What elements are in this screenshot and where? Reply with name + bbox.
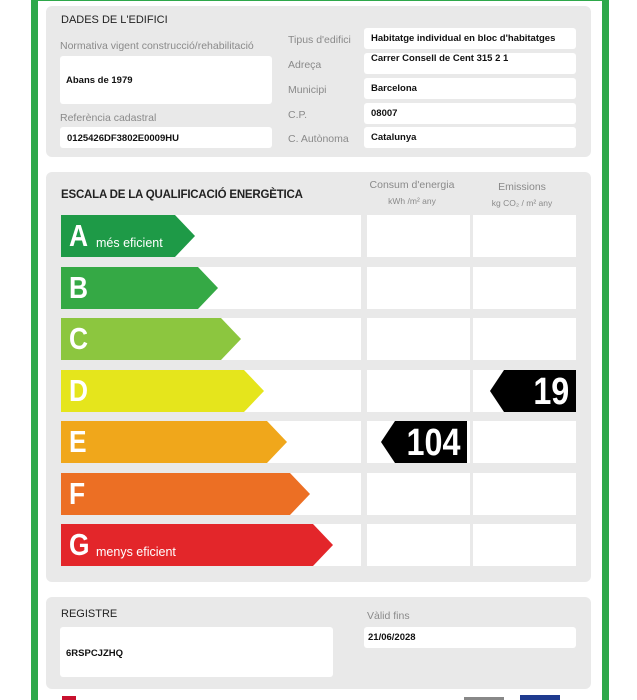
consumption-unit: kWh /m² any — [388, 196, 436, 206]
emissions-cell-b — [473, 267, 576, 309]
energy-class-arrow-shape — [61, 370, 264, 412]
energy-class-g-bar — [61, 524, 333, 566]
emissions-cell-e — [473, 421, 576, 463]
energy-class-letter: C — [69, 321, 89, 356]
emissions-rating-marker — [490, 370, 576, 412]
marker-value: 104 — [406, 422, 460, 464]
energy-class-note: menys eficient — [96, 545, 176, 559]
postal-code-value: 08007 — [371, 108, 398, 119]
autonomous-community-value: Catalunya — [371, 132, 417, 143]
emissions-column-header — [472, 179, 572, 211]
emissions-cell-g — [473, 524, 576, 566]
cadastral-ref-value: 0125426DF3802E0009HU — [67, 133, 179, 144]
valid-until-label: Vàlid fins — [367, 610, 410, 622]
energy-class-b-bar — [61, 267, 218, 309]
consumption-title: Consum d'energia — [369, 179, 455, 191]
emissions-title: Emissions — [498, 181, 546, 193]
energy-class-letter: D — [69, 372, 89, 408]
cadastral-ref-label: Referència cadastral — [60, 112, 157, 124]
energy-scale-title: ESCALA DE LA QUALIFICACIÓ ENERGÈTICA — [61, 189, 303, 201]
normativa-label: Normativa vigent construcció/rehabilitació — [60, 40, 254, 52]
energy-class-letter: E — [69, 424, 87, 459]
registry-number: 6RSPCJZHQ — [66, 648, 124, 659]
consumption-cell-g — [367, 524, 470, 566]
energy-class-letter: A — [69, 218, 89, 253]
normativa-value: Abans de 1979 — [66, 75, 133, 86]
energy-class-f-bar — [61, 473, 310, 515]
energy-class-a-bar — [61, 215, 195, 257]
consumption-column-header — [362, 177, 462, 209]
consumption-cell-a — [367, 215, 470, 257]
eu-flag-logo — [520, 695, 560, 700]
consumption-rating-marker — [381, 421, 467, 463]
energy-class-d-bar — [61, 370, 264, 412]
address-value: Carrer Consell de Cent 315 2 1 — [371, 53, 509, 64]
consumption-cell-d — [367, 370, 470, 412]
valid-until-value: 21/06/2028 — [368, 632, 416, 643]
energy-class-arrow-fill — [61, 421, 287, 463]
building-type-value: Habitatge individual en bloc d'habitatges — [371, 33, 556, 44]
energy-class-arrow-shape — [61, 473, 310, 515]
emissions-unit: kg CO₂ / m² any — [491, 198, 553, 208]
energy-class-c-bar — [61, 318, 241, 360]
municipality-value: Barcelona — [371, 83, 417, 94]
energy-class-letter: G — [69, 527, 90, 562]
consumption-cell-f — [367, 473, 470, 515]
municipality-label: Municipi — [288, 84, 327, 96]
energy-class-letter: F — [69, 475, 86, 511]
autonomous-community-label: C. Autònoma — [288, 133, 349, 145]
energy-class-letter: B — [69, 269, 89, 305]
energy-class-arrow-fill — [61, 473, 310, 515]
consumption-cell-b — [367, 267, 470, 309]
catalan-government-logo — [62, 696, 76, 700]
marker-value: 19 — [533, 370, 569, 413]
energy-class-arrow-fill — [61, 370, 264, 412]
footer-logos-strip — [0, 692, 637, 700]
emissions-cell-c — [473, 318, 576, 360]
energy-class-note: més eficient — [96, 236, 163, 250]
emissions-cell-f — [473, 473, 576, 515]
consumption-cell-c — [367, 318, 470, 360]
address-label: Adreça — [288, 59, 322, 71]
registry-title: REGISTRE — [61, 608, 118, 620]
building-section-title: DADES DE L'EDIFICI — [61, 14, 168, 26]
emissions-cell-a — [473, 215, 576, 257]
energy-class-arrow-shape — [61, 421, 287, 463]
postal-code-label: C.P. — [288, 109, 308, 121]
energy-class-e-bar — [61, 421, 287, 463]
building-type-label: Tipus d'edifici — [288, 34, 351, 46]
